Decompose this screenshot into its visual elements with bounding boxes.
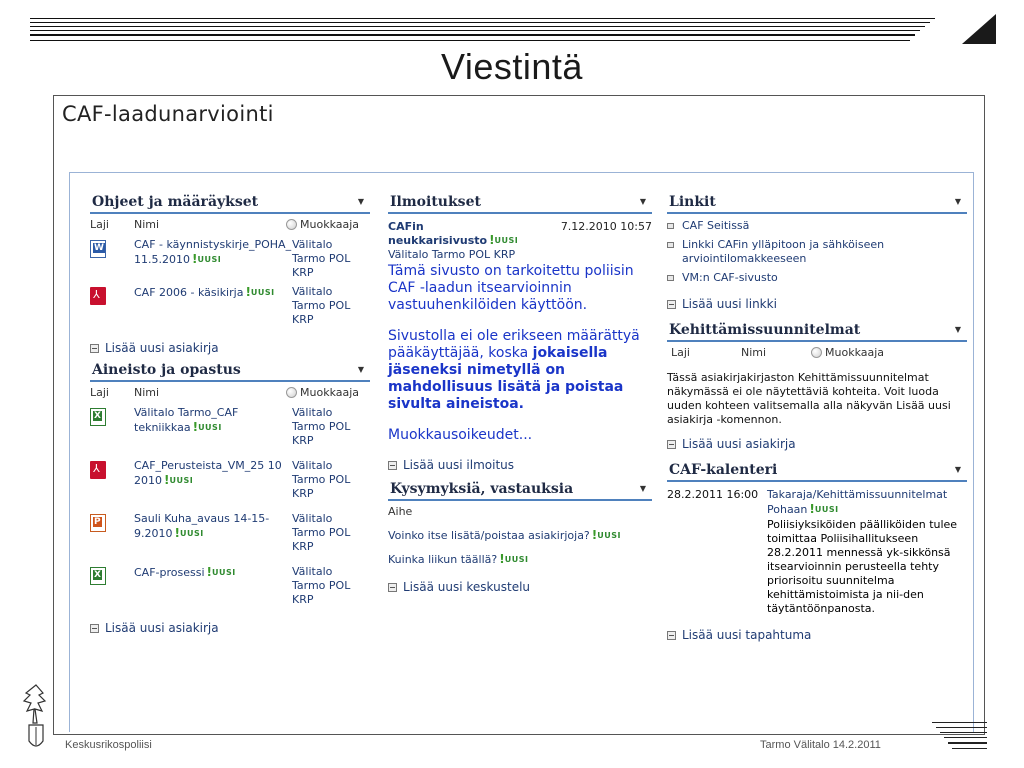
- radio-icon: [286, 219, 297, 230]
- list-item: [90, 238, 370, 280]
- bullet-icon: [667, 275, 674, 281]
- kalenteri-webpart: [667, 461, 967, 642]
- chevron-down-icon[interactable]: ▼: [357, 365, 364, 374]
- column-header-type[interactable]: Laji: [90, 218, 109, 231]
- new-badge: !UUSI: [489, 233, 519, 247]
- list-item: [90, 512, 370, 560]
- ilmoitukset-title[interactable]: Ilmoitukset: [390, 194, 481, 210]
- aineisto-column-headers: [90, 382, 370, 401]
- new-badge: !UUSI: [174, 526, 204, 540]
- chevron-down-icon[interactable]: ▼: [954, 325, 961, 334]
- chevron-down-icon[interactable]: ▼: [357, 197, 364, 206]
- announcement-header: [388, 220, 652, 247]
- add-discussion-link[interactable]: Lisää uusi keskustelu: [388, 580, 652, 594]
- new-badge: !UUSI: [245, 285, 275, 299]
- middle-column: [388, 193, 652, 594]
- pdf-document-icon[interactable]: [90, 461, 106, 479]
- announcement-paragraph: Sivustolla ei ole erikseen määrättyä pääkäyttäjää, koska jokaisella jäseneksi nimetyllä on mahdollisuus lisätä ja poistaa sivulta aineistoa.: [388, 328, 640, 412]
- add-document-link[interactable]: Lisää uusi asiakirja: [90, 341, 370, 355]
- event-date: 28.2.2011 16:00: [667, 488, 759, 501]
- chevron-down-icon[interactable]: ▼: [954, 197, 961, 206]
- add-document-link[interactable]: Lisää uusi asiakirja: [667, 437, 967, 451]
- aineisto-title[interactable]: Aineisto ja opastus: [92, 362, 241, 378]
- calendar-event: [667, 488, 967, 616]
- new-badge: !UUSI: [206, 565, 236, 579]
- footer-organization: Keskusrikospoliisi: [65, 739, 152, 751]
- add-icon: [388, 461, 397, 470]
- edit-rights-link[interactable]: Muokkausoikeudet...: [388, 427, 533, 443]
- bullet-icon: [667, 223, 674, 229]
- ohjeet-title[interactable]: Ohjeet ja määräykset: [92, 194, 259, 210]
- new-badge: !UUSI: [191, 252, 222, 266]
- column-header-modifier[interactable]: Muokkaaja: [286, 218, 359, 231]
- add-icon: [667, 440, 676, 449]
- link-item[interactable]: Linkki CAFin ylläpitoon ja sähköiseen arviointilomakkeeseen: [667, 238, 967, 266]
- slide-title: Viestintä: [441, 46, 583, 87]
- linkit-webpart: [667, 193, 967, 311]
- announcement-body: [388, 263, 652, 444]
- ohjeet-column-headers: [90, 214, 370, 233]
- column-header-name[interactable]: Nimi: [134, 386, 160, 399]
- document-link[interactable]: CAF 2006 - käsikirja: [134, 286, 244, 299]
- excel-document-icon[interactable]: [90, 408, 106, 426]
- left-column: [90, 193, 370, 635]
- link-item[interactable]: CAF Seitissä: [667, 219, 967, 233]
- sharepoint-screenshot: [53, 95, 985, 735]
- kehittamis-title[interactable]: Kehittämissuunnitelmat: [669, 322, 861, 338]
- chevron-down-icon[interactable]: ▼: [639, 484, 646, 493]
- document-link[interactable]: CAF-prosessi: [134, 566, 205, 579]
- header-triangle-icon: [926, 14, 996, 46]
- linkit-title[interactable]: Linkit: [669, 194, 716, 210]
- modifier-link[interactable]: Välitalo Tarmo POL KRP: [292, 565, 351, 606]
- document-link[interactable]: CAF_Perusteista_VM_25 10 2010: [134, 459, 282, 487]
- add-document-link[interactable]: Lisää uusi asiakirja: [90, 621, 370, 635]
- add-event-link[interactable]: Lisää uusi tapahtuma: [667, 628, 967, 642]
- kalenteri-title[interactable]: CAF-kalenteri: [669, 462, 778, 478]
- discussion-item[interactable]: Voinko itse lisätä/poistaa asiakirjoja? !UUSI: [388, 528, 621, 542]
- add-icon: [90, 344, 99, 353]
- add-icon: [388, 583, 397, 592]
- radio-icon: [811, 347, 822, 358]
- column-header-name[interactable]: Nimi: [134, 218, 160, 231]
- new-badge: !UUSI: [809, 502, 839, 516]
- powerpoint-document-icon[interactable]: [90, 514, 106, 532]
- event-description: Poliisiyksiköiden päälliköiden tulee toimittaa Poliisihallitukseen 28.2.2011 mennessä yk-sikkönsä itsearvioinnin perusteella tehty priorisoitu suunnitelma kehittämistoimista ja nii-den täytäntöönpanosta.: [767, 518, 958, 615]
- new-badge: !UUSI: [591, 528, 621, 542]
- announcement-date: 7.12.2010 10:57: [560, 220, 652, 233]
- chevron-down-icon[interactable]: ▼: [639, 197, 646, 206]
- modifier-link[interactable]: Välitalo Tarmo POL KRP: [292, 512, 351, 553]
- footer-author-date: Tarmo Välitalo 14.2.2011: [760, 739, 881, 751]
- add-icon: [667, 300, 676, 309]
- column-header-type[interactable]: Laji: [90, 386, 109, 399]
- document-link[interactable]: CAF - käynnistyskirje_POHA_ 11.5.2010: [134, 238, 292, 266]
- kehittamis-webpart: [667, 321, 967, 451]
- bullet-icon: [667, 242, 674, 248]
- header-rule-lines: [30, 18, 935, 46]
- excel-document-icon[interactable]: [90, 567, 106, 585]
- announcement-author-link[interactable]: Välitalo Tarmo POL KRP: [388, 248, 516, 261]
- discussion-item[interactable]: Kuinka liikun täällä? !UUSI: [388, 552, 529, 566]
- footer-rule-lines: [932, 722, 987, 752]
- announcement-title-link[interactable]: CAFin neukkarisivusto: [388, 220, 488, 247]
- page-title: CAF-laadunarviointi: [62, 102, 274, 126]
- radio-icon: [286, 387, 297, 398]
- ohjeet-webpart: [90, 193, 370, 355]
- kysymyksia-webpart: [388, 480, 652, 594]
- column-header-type[interactable]: Laji: [671, 346, 690, 359]
- web-part-zone: [69, 172, 974, 732]
- list-item: [90, 406, 370, 454]
- modifier-link[interactable]: Välitalo Tarmo POL KRP: [292, 238, 351, 279]
- column-header-modifier[interactable]: Muokkaaja: [286, 386, 359, 399]
- right-column: [667, 193, 967, 642]
- pdf-document-icon[interactable]: [90, 287, 106, 305]
- aineisto-webpart: [90, 361, 370, 635]
- new-badge: !UUSI: [164, 473, 194, 487]
- announcement-paragraph: Tämä sivusto on tarkoitettu poliisin CAF -laadun itsearvioinnin vastuuhenkilöiden käyttöön.: [388, 263, 634, 313]
- police-crest-icon: [21, 683, 51, 753]
- kysymyksia-title[interactable]: Kysymyksiä, vastauksia: [390, 481, 574, 497]
- word-document-icon[interactable]: [90, 240, 106, 258]
- add-icon: [90, 624, 99, 633]
- column-header-subject[interactable]: Aihe: [388, 505, 413, 518]
- add-announcement-link[interactable]: Lisää uusi ilmoitus: [388, 458, 652, 472]
- list-item: [90, 565, 370, 615]
- list-item: [90, 459, 370, 507]
- column-header-modifier[interactable]: Muokkaaja: [811, 346, 884, 359]
- chevron-down-icon[interactable]: ▼: [954, 465, 961, 474]
- modifier-link[interactable]: Välitalo Tarmo POL KRP: [292, 459, 351, 500]
- link-item[interactable]: VM:n CAF-sivusto: [667, 271, 967, 285]
- document-link[interactable]: Välitalo Tarmo_CAF tekniikkaa: [134, 406, 239, 434]
- modifier-link[interactable]: Välitalo Tarmo POL KRP: [292, 406, 351, 447]
- modifier-link[interactable]: Välitalo Tarmo POL KRP: [292, 285, 351, 326]
- column-header-name[interactable]: Nimi: [741, 346, 767, 359]
- kehittamis-column-headers: [667, 342, 967, 361]
- new-badge: !UUSI: [192, 420, 222, 434]
- list-item: [90, 285, 370, 335]
- empty-list-message: Tässä asiakirjakirjaston Kehittämissuunnitelmat näkymässä ei ole näytettäviä kohteita. Voit luoda uuden kohteen valitsemalla alla näkyvän Lisää uusi asiakirja -komennon.: [667, 371, 951, 426]
- document-link[interactable]: Sauli Kuha_avaus 14-15-9.2010: [134, 512, 270, 540]
- new-badge: !UUSI: [499, 552, 529, 566]
- add-icon: [667, 631, 676, 640]
- event-title-link[interactable]: Takaraja/Kehittämissuunnitelmat Pohaan: [767, 488, 948, 516]
- add-link-link[interactable]: Lisää uusi linkki: [667, 297, 967, 311]
- ilmoitukset-webpart: [388, 193, 652, 472]
